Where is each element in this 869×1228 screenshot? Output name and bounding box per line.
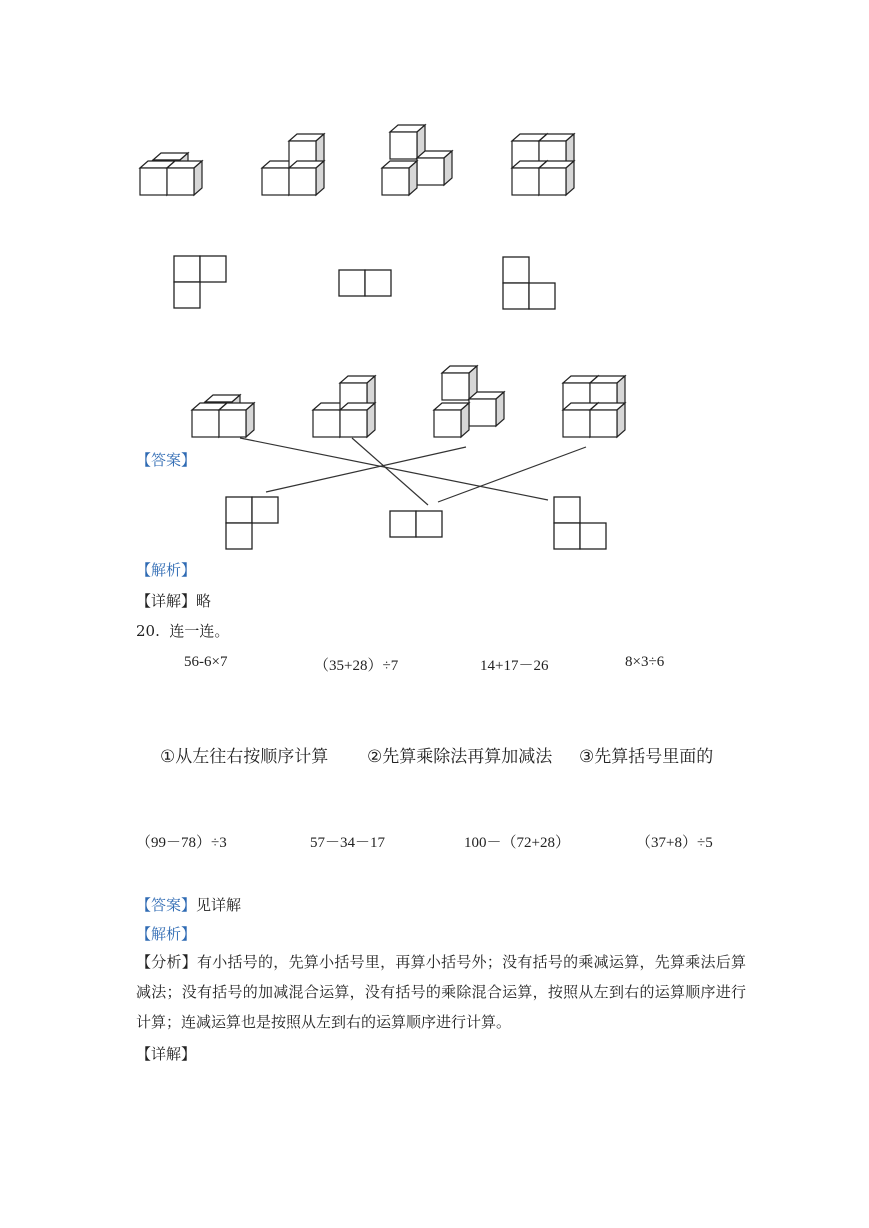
cube-group-2-answer (313, 376, 375, 437)
answer2-label: 【答案】 (136, 896, 197, 914)
cube-group-3-answer (434, 366, 504, 437)
detail-label: 【详解】 (136, 592, 197, 610)
cube-figures (0, 0, 869, 560)
top-expression-1: 56-6×7 (184, 654, 228, 670)
detail2-label: 【详解】 (136, 1045, 197, 1063)
analysis-label: 【解析】 (136, 561, 197, 579)
bottom-expression-3: 100－（72+28） (464, 835, 570, 851)
cube-group-3-question (382, 125, 452, 195)
bottom-expression-2: 57－34－17 (310, 835, 386, 851)
connection-lines (240, 438, 586, 505)
rule-1: ①从左往右按顺序计算 (160, 747, 329, 767)
fenxi-text: 有小括号的，先算小括号里，再算小括号外；没有括号的乘减运算，先算乘法后算减法；没有括号的加减混合运算，没有括号的乘除混合运算，按照从左到右的运算顺序进行计算；连减运算也是按照从左到右的运算顺序进行计算。 (136, 953, 746, 1031)
answer-label: 【答案】 (136, 451, 197, 469)
bottom-expression-1: （99－78）÷3 (136, 835, 227, 851)
cube-group-1-question (140, 153, 202, 195)
answer2-line (136, 895, 241, 915)
fenxi-label: 【分析】 (136, 953, 198, 971)
cube-group-2-question (262, 134, 324, 195)
top-expression-2: （35+28）÷7 (314, 658, 399, 674)
bottom-expression-4: （37+8）÷5 (636, 835, 713, 851)
view-two-squares-answer (390, 511, 442, 537)
cube-group-4-question (512, 134, 574, 195)
view-l-shape-question (174, 256, 226, 308)
detail-text: 略 (196, 592, 212, 610)
question-number: 20. (136, 622, 160, 640)
answer2-text: 见详解 (196, 896, 242, 914)
analysis2-label: 【解析】 (136, 925, 197, 943)
detail-line (136, 591, 211, 611)
question-20 (136, 621, 229, 641)
rule-2: ②先算乘除法再算加减法 (367, 747, 553, 767)
cube-group-1-answer (192, 395, 254, 437)
top-expression-3: 14+17－26 (480, 658, 549, 674)
view-reverse-l-question (503, 257, 555, 309)
fenxi-paragraph (136, 947, 746, 1037)
cube-group-4-answer (563, 376, 625, 437)
question-prompt: 连一连。 (169, 622, 230, 640)
rule-3: ③先算括号里面的 (579, 747, 714, 767)
top-expression-4: 8×3÷6 (625, 654, 665, 670)
view-reverse-l-answer (554, 497, 606, 549)
view-l-shape-answer (226, 497, 278, 549)
view-two-squares-question (339, 270, 391, 296)
